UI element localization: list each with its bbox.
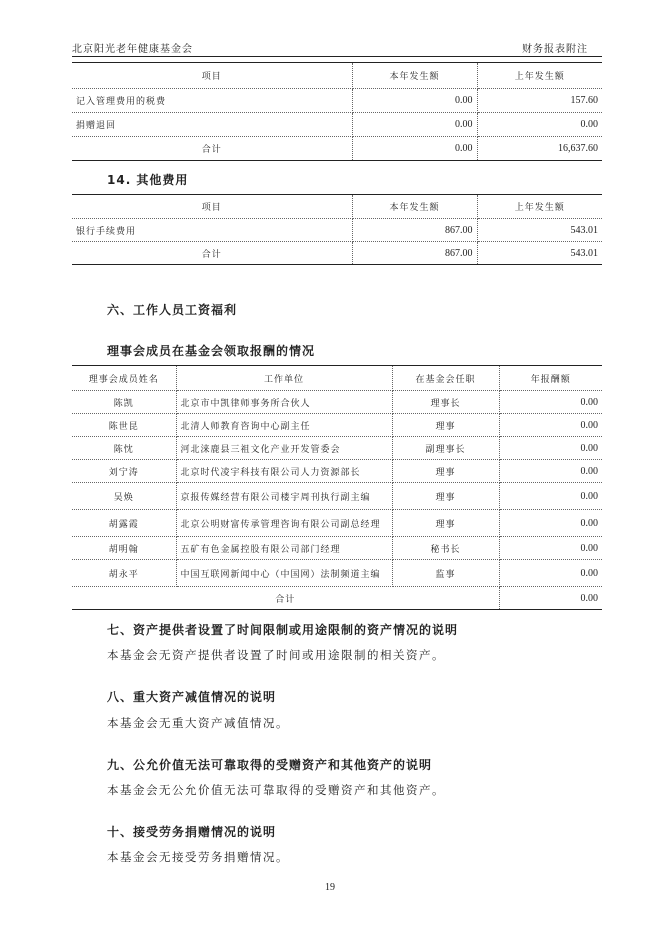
total-previous: 543.01 xyxy=(477,242,602,265)
section-8-text: 本基金会无重大资产减值情况。 xyxy=(107,716,289,730)
cell-current: 867.00 xyxy=(352,219,477,242)
cell-previous: 157.60 xyxy=(477,89,602,113)
section-6-subtitle: 理事会成员在基金会领取报酬的情况 xyxy=(107,344,316,358)
col-header: 本年发生额 xyxy=(352,195,477,219)
cell-position: 理事 xyxy=(392,510,499,537)
cell-previous: 543.01 xyxy=(477,219,602,242)
col-header: 在基金会任职 xyxy=(392,366,499,391)
cell-annual-pay: 0.00 xyxy=(499,414,602,437)
table-row xyxy=(72,483,602,510)
table-row xyxy=(72,560,602,587)
cell-position: 秘书长 xyxy=(392,537,499,560)
table-header-row xyxy=(72,63,602,89)
cell-member-name: 刘宁涛 xyxy=(72,460,176,483)
cell-annual-pay: 0.00 xyxy=(499,483,602,510)
cell-position: 理事 xyxy=(392,483,499,510)
tax-table xyxy=(72,62,602,161)
cell-employer: 北京市中凯律师事务所合伙人 xyxy=(176,391,392,414)
cell-annual-pay: 0.00 xyxy=(499,460,602,483)
cell-position: 理事 xyxy=(392,460,499,483)
total-previous: 16,637.60 xyxy=(477,137,602,161)
cell-position: 监事 xyxy=(392,560,499,587)
section-8-title: 八、重大资产减值情况的说明 xyxy=(107,690,277,704)
cell-employer: 五矿有色金属控股有限公司部门经理 xyxy=(176,537,392,560)
total-current: 867.00 xyxy=(352,242,477,265)
page-number: 19 xyxy=(325,882,335,893)
cell-employer: 北京时代凌宇科技有限公司人力资源部长 xyxy=(176,460,392,483)
table-total-row xyxy=(72,587,602,610)
col-header: 年报酬额 xyxy=(499,366,602,391)
total-current: 0.00 xyxy=(352,137,477,161)
table-header-row xyxy=(72,366,602,391)
cell-item: 捐赠退回 xyxy=(72,113,352,137)
section-6-title: 六、工作人员工资福利 xyxy=(107,303,238,317)
cell-employer: 河北涞鹿县三祖文化产业开发管委会 xyxy=(176,437,392,460)
section-9-title: 九、公允价值无法可靠取得的受赠资产和其他资产的说明 xyxy=(107,758,433,772)
cell-current: 0.00 xyxy=(352,113,477,137)
section-9-text: 本基金会无公允价值无法可靠取得的受赠资产和其他资产。 xyxy=(107,783,445,797)
cell-item: 银行手续费用 xyxy=(72,219,352,242)
cell-position: 理事长 xyxy=(392,391,499,414)
cell-position: 理事 xyxy=(392,414,499,437)
table-row xyxy=(72,460,602,483)
table-row xyxy=(72,89,602,113)
cell-employer: 中国互联网新闻中心（中国网）法制频道主编 xyxy=(176,560,392,587)
table-total-row xyxy=(72,242,602,265)
total-label: 合计 xyxy=(72,587,499,610)
header-org-name: 北京阳光老年健康基金会 xyxy=(72,44,193,55)
table-row xyxy=(72,219,602,242)
section-7-text: 本基金会无资产提供者设置了时间或用途限制的相关资产。 xyxy=(107,648,445,662)
cell-annual-pay: 0.00 xyxy=(499,437,602,460)
table-row xyxy=(72,437,602,460)
table-row xyxy=(72,414,602,437)
total-annual-pay: 0.00 xyxy=(499,587,602,610)
header-divider xyxy=(72,56,602,57)
col-header: 上年发生额 xyxy=(477,195,602,219)
cell-annual-pay: 0.00 xyxy=(499,537,602,560)
col-header: 项目 xyxy=(72,195,352,219)
col-header: 项目 xyxy=(72,63,352,89)
col-header: 工作单位 xyxy=(176,366,392,391)
col-header: 理事会成员姓名 xyxy=(72,366,176,391)
table-header-row xyxy=(72,195,602,219)
header-doc-title: 财务报表附注 xyxy=(522,44,588,55)
section-7-title: 七、资产提供者设置了时间限制或用途限制的资产情况的说明 xyxy=(107,623,459,637)
cell-position: 副理事长 xyxy=(392,437,499,460)
board-compensation-table xyxy=(72,365,602,610)
total-label: 合计 xyxy=(72,137,352,161)
cell-member-name: 吴焕 xyxy=(72,483,176,510)
total-label: 合计 xyxy=(72,242,352,265)
cell-member-name: 陈凯 xyxy=(72,391,176,414)
cell-member-name: 胡永平 xyxy=(72,560,176,587)
table-row xyxy=(72,537,602,560)
cell-annual-pay: 0.00 xyxy=(499,510,602,537)
cell-member-name: 陈忱 xyxy=(72,437,176,460)
col-header: 上年发生额 xyxy=(477,63,602,89)
col-header: 本年发生额 xyxy=(352,63,477,89)
cell-employer: 京报传媒经营有限公司楼宇周刊执行副主编 xyxy=(176,483,392,510)
section-14-title: 14. 其他费用 xyxy=(107,173,189,187)
cell-member-name: 陈世昆 xyxy=(72,414,176,437)
cell-annual-pay: 0.00 xyxy=(499,560,602,587)
cell-member-name: 胡露霞 xyxy=(72,510,176,537)
table-row xyxy=(72,113,602,137)
cell-annual-pay: 0.00 xyxy=(499,391,602,414)
table-row xyxy=(72,510,602,537)
cell-employer: 北京公明财富传承管理咨询有限公司副总经理 xyxy=(176,510,392,537)
other-expenses-table xyxy=(72,194,602,265)
cell-employer: 北清人师教育咨询中心副主任 xyxy=(176,414,392,437)
cell-previous: 0.00 xyxy=(477,113,602,137)
table-total-row xyxy=(72,137,602,161)
section-10-title: 十、接受劳务捐赠情况的说明 xyxy=(107,825,277,839)
section-10-text: 本基金会无接受劳务捐赠情况。 xyxy=(107,850,289,864)
table-row xyxy=(72,391,602,414)
cell-current: 0.00 xyxy=(352,89,477,113)
cell-item: 记入管理费用的税费 xyxy=(72,89,352,113)
cell-member-name: 胡明翰 xyxy=(72,537,176,560)
